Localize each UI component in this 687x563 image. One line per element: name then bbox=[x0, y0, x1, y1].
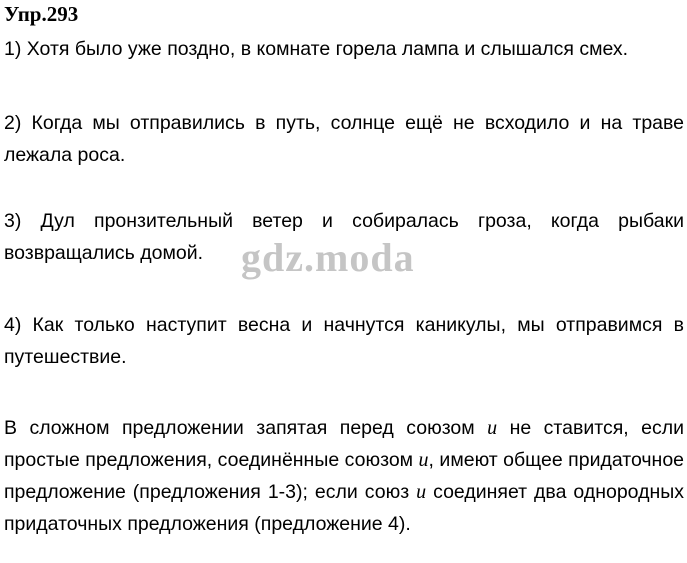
sentence-2: 2) Когда мы отправились в путь, солнце ещё не всходило и на траве лежала роса. bbox=[4, 112, 684, 166]
watermark-logo: gdz.moda bbox=[241, 235, 415, 280]
sentence-1: 1) Хотя было уже поздно, в комнате горела лампа и слышался смех. bbox=[4, 38, 629, 60]
conjunction-i-3: и bbox=[416, 481, 427, 503]
rule-explanation bbox=[4, 412, 684, 540]
conjunction-i-2: и bbox=[418, 449, 429, 471]
sentence-4: 4) Как только наступит весна и начнутся каникулы, мы отправимся в путешествие. bbox=[4, 314, 684, 368]
sentence-3: 3) Дул пронзительный ветер и собиралась гроза, когда рыбаки возвращались домой. bbox=[4, 210, 684, 264]
rule-text-part-1: В сложном предложении запятая перед союзом bbox=[4, 417, 488, 439]
rule-text-part-2: не ставится, если простые предложения, соединённые союзом bbox=[4, 417, 684, 471]
rule-text-part-3: , имеют общее придаточное предложение (предложения 1-3); если союз bbox=[4, 449, 685, 503]
rule-text-part-4: соединяет два однородных придаточных предложения (предложение 4). bbox=[4, 481, 684, 535]
conjunction-i-1: и bbox=[487, 417, 498, 439]
exercise-title: Упр.293 bbox=[4, 2, 79, 26]
